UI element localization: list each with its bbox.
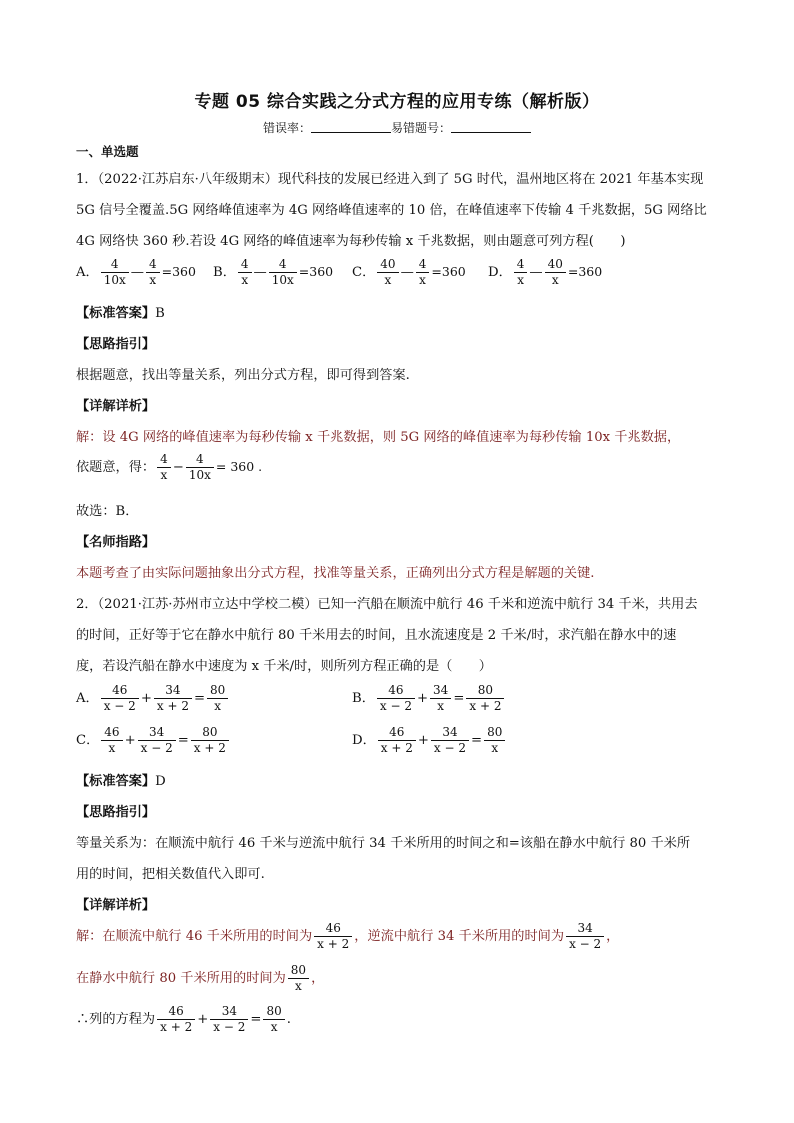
math-text: 34	[431, 725, 469, 741]
fraction	[210, 1004, 248, 1035]
math-text: x − 2	[140, 741, 173, 755]
math-text: x − 2	[433, 741, 467, 755]
math-text: 4	[186, 452, 214, 468]
fraction	[314, 921, 352, 952]
math-text: x	[241, 273, 249, 287]
q2-option-c: C． $\frac{46}{x}$ + $\frac{34}{x - 2}$ = $\frac{80}{x + 2}$	[76, 725, 231, 756]
q1-detail-tag: 【详解详析】	[76, 399, 156, 414]
math-text: 46	[157, 1004, 195, 1020]
fraction	[377, 683, 415, 714]
math-text: 4	[238, 257, 252, 273]
q2-detail-line-2	[76, 963, 324, 994]
math-text: x	[160, 468, 168, 482]
math-text: x	[149, 273, 157, 287]
page-title: 专题 05 综合实践之分式方程的应用专练（解析版）	[194, 92, 600, 112]
q1-stem-line-3: 4G 网络快 360 秒.若设 4G 网络的峰值速率为每秒传输 x 千兆数据，则由题意可列方程( )	[76, 234, 626, 249]
math-text: 4	[157, 452, 171, 468]
math-text: 80	[288, 963, 309, 979]
fraction	[101, 683, 139, 714]
fraction	[431, 725, 469, 756]
q2-option-d: D． $\frac{46}{x + 2}$ + $\frac{34}{x - 2}$ = $\frac{80}{x}$	[352, 725, 507, 756]
fraction	[138, 725, 176, 756]
fraction	[191, 725, 229, 756]
math-text: =360	[567, 264, 603, 279]
fraction	[416, 257, 430, 288]
math-text: x	[295, 979, 302, 993]
q2-detail-tag: 【详解详析】	[76, 898, 156, 913]
fraction	[238, 257, 252, 288]
fraction	[186, 452, 214, 483]
math-text: —	[400, 265, 414, 280]
q2-hint-line-1: 等量关系为：在顺流中航行 46 千米与逆流中航行 34 千米所用的时间之和=该船在静水中航行 80 千米所	[76, 836, 691, 851]
math-text: 46	[377, 683, 415, 699]
math-text: 在静水中航行 80 千米所用的时间为	[76, 971, 286, 986]
q2-detail-line-1	[76, 921, 619, 952]
math-text: 10x	[271, 273, 294, 287]
q2-option-b: B． $\frac{46}{x - 2}$ + $\frac{34}{x}$ = $\frac{80}{x + 2}$	[352, 683, 506, 714]
math-text: ，逆流中航行 34 千米所用的时间为	[354, 929, 565, 944]
math-text: x − 2	[213, 1020, 246, 1034]
error-rate-blank	[311, 121, 391, 133]
math-text: x − 2	[103, 699, 136, 713]
math-text: 4	[514, 257, 528, 273]
math-text: x + 2	[469, 699, 502, 713]
q1-teacher: 本题考查了由实际问题抽象出分式方程，找准等量关系，正确列出分式方程是解题的关键.	[76, 566, 595, 581]
math-text: —	[529, 265, 543, 280]
math-text: ，	[606, 929, 620, 944]
math-text: —	[253, 265, 267, 280]
q1-option-d	[488, 257, 602, 288]
q1-detail-line-1: 解：设 4G 网络的峰值速率为每秒传输 x 千兆数据，则 5G 网络的峰值速率为每秒传输 10x 千兆数据，	[76, 430, 681, 445]
math-text: 34	[566, 921, 604, 937]
q2-stem-line-2: 的时间，正好等于它在静水中航行 80 千米用去的时间，且水流速度是 2 千米/时，求汽船在静水中的速	[76, 628, 677, 643]
q1-option-c	[352, 257, 466, 288]
q2-stem-line-1: 2．（2021·江苏·苏州市立达中学校二模）已知一汽船在顺流中航行 46 千米和逆流中航行 34 千米，共用去	[76, 597, 698, 612]
math-text: 34	[430, 683, 451, 699]
math-text: 80	[207, 683, 228, 699]
math-text: =360	[431, 264, 466, 279]
math-text: 4	[416, 257, 430, 273]
math-text: x	[214, 699, 222, 713]
math-text: 4	[101, 257, 129, 273]
q1-option-b	[213, 257, 333, 288]
math-text: x + 2	[193, 741, 226, 755]
math-text: —	[130, 265, 144, 280]
error-items-label: 易错题号：	[391, 121, 452, 135]
fraction	[484, 725, 505, 756]
math-text: 34	[154, 683, 192, 699]
math-text: x	[551, 273, 559, 287]
q2-hint-tag: 【思路指引】	[76, 805, 156, 820]
math-text: ∴列的方程为	[76, 1012, 156, 1027]
math-text: ，	[311, 971, 325, 986]
error-rate-row	[0, 119, 794, 136]
math-text: x − 2	[569, 937, 602, 951]
fraction	[430, 683, 451, 714]
q1-hint-tag: 【思路指引】	[76, 337, 156, 352]
q1-hint: 根据题意，找出等量关系，列出分式方程，即可得到答案.	[76, 368, 410, 383]
math-text: 80	[263, 1004, 284, 1020]
math-text: x + 2	[160, 1020, 193, 1034]
math-text: −	[172, 460, 184, 475]
q2-option-a: A． $\frac{46}{x - 2}$ + $\frac{34}{x + 2}$ = $\frac{80}{x}$	[76, 683, 230, 714]
math-text: = 360 .	[215, 459, 263, 474]
math-text: D．	[488, 265, 512, 280]
q1-teacher-tag: 【名师指路】	[76, 535, 156, 550]
math-text: 46	[101, 725, 122, 741]
q2-detail-line-3: ∴列的方程为 $\frac{46}{x + 2}$ + $\frac{34}{x - 2}$ = $\frac{80}{x}$ .	[76, 1004, 291, 1034]
fraction	[101, 725, 122, 756]
fraction	[101, 257, 129, 288]
q1-detail-equation	[76, 452, 262, 483]
math-text: x	[270, 1020, 278, 1034]
math-text: 依题意，得：	[76, 460, 156, 475]
math-text: B．	[213, 265, 236, 280]
math-text: 80	[466, 683, 504, 699]
fraction	[154, 683, 192, 714]
q1-answer: 【标准答案】B	[76, 306, 165, 321]
math-text: x + 2	[380, 741, 413, 755]
math-text: x	[384, 273, 392, 287]
math-text: x	[419, 273, 426, 287]
fraction	[466, 683, 504, 714]
fraction	[157, 452, 171, 483]
fraction	[146, 257, 160, 288]
math-text: .	[286, 1012, 291, 1027]
math-text: x	[437, 699, 445, 713]
error-items-blank	[451, 121, 531, 133]
math-text: x − 2	[379, 699, 412, 713]
fraction	[514, 257, 528, 288]
math-text: 4	[269, 257, 297, 273]
math-text: B．	[352, 691, 375, 706]
math-text: 46	[101, 683, 139, 699]
math-text: x	[517, 273, 524, 287]
fraction	[157, 1004, 195, 1035]
q2-hint-line-2: 用的时间，把相关数值代入即可.	[76, 867, 265, 882]
q1-stem-line-2: 5G 信号全覆盖.5G 网络峰值速率为 4G 网络峰值速率的 10 倍，在峰值速率下传输 4 千兆数据，5G 网络比	[76, 203, 707, 218]
math-text: =360	[298, 264, 334, 279]
fraction	[377, 257, 398, 288]
math-text: 34	[210, 1004, 248, 1020]
math-text: 40	[545, 257, 566, 273]
math-text: x	[491, 741, 499, 755]
math-text: D．	[352, 733, 376, 748]
math-text: C．	[76, 733, 100, 748]
q1-option-a	[76, 257, 196, 288]
fraction	[545, 257, 566, 288]
math-text: 80	[484, 725, 505, 741]
fraction	[269, 257, 297, 288]
math-text: 10x	[188, 468, 211, 482]
fraction	[263, 1004, 284, 1035]
math-text: A．	[76, 265, 99, 280]
error-rate-label: 错误率：	[262, 121, 311, 135]
fraction	[207, 683, 228, 714]
fraction	[378, 725, 416, 756]
fraction	[288, 963, 309, 994]
math-text: C．	[352, 265, 376, 280]
fraction	[566, 921, 604, 952]
q2-answer: 【标准答案】D	[76, 774, 166, 789]
math-text: 80	[191, 725, 229, 741]
q2-stem-line-3: 度，若设汽船在静水中速度为 x 千米/时，则所列方程正确的是（ ）	[76, 659, 492, 674]
math-text: 解：在顺流中航行 46 千米所用的时间为	[76, 929, 313, 944]
q1-choose: 故选：B．	[76, 504, 139, 519]
math-text: 34	[138, 725, 176, 741]
math-text: A．	[76, 691, 99, 706]
math-text: 4	[146, 257, 160, 273]
math-text: 10x	[103, 273, 126, 287]
math-text: x + 2	[317, 937, 350, 951]
math-text: 40	[377, 257, 398, 273]
section-heading: 一、单选题	[76, 144, 139, 159]
math-text: 46	[378, 725, 416, 741]
math-text: x + 2	[156, 699, 189, 713]
math-text: =360	[161, 264, 196, 279]
math-text: x	[108, 741, 116, 755]
math-text: 46	[314, 921, 352, 937]
q1-stem-line-1: 1．（2022·江苏启东·八年级期末）现代科技的发展已经进入到了 5G 时代，温州地区将在 2021 年基本实现	[76, 172, 704, 187]
